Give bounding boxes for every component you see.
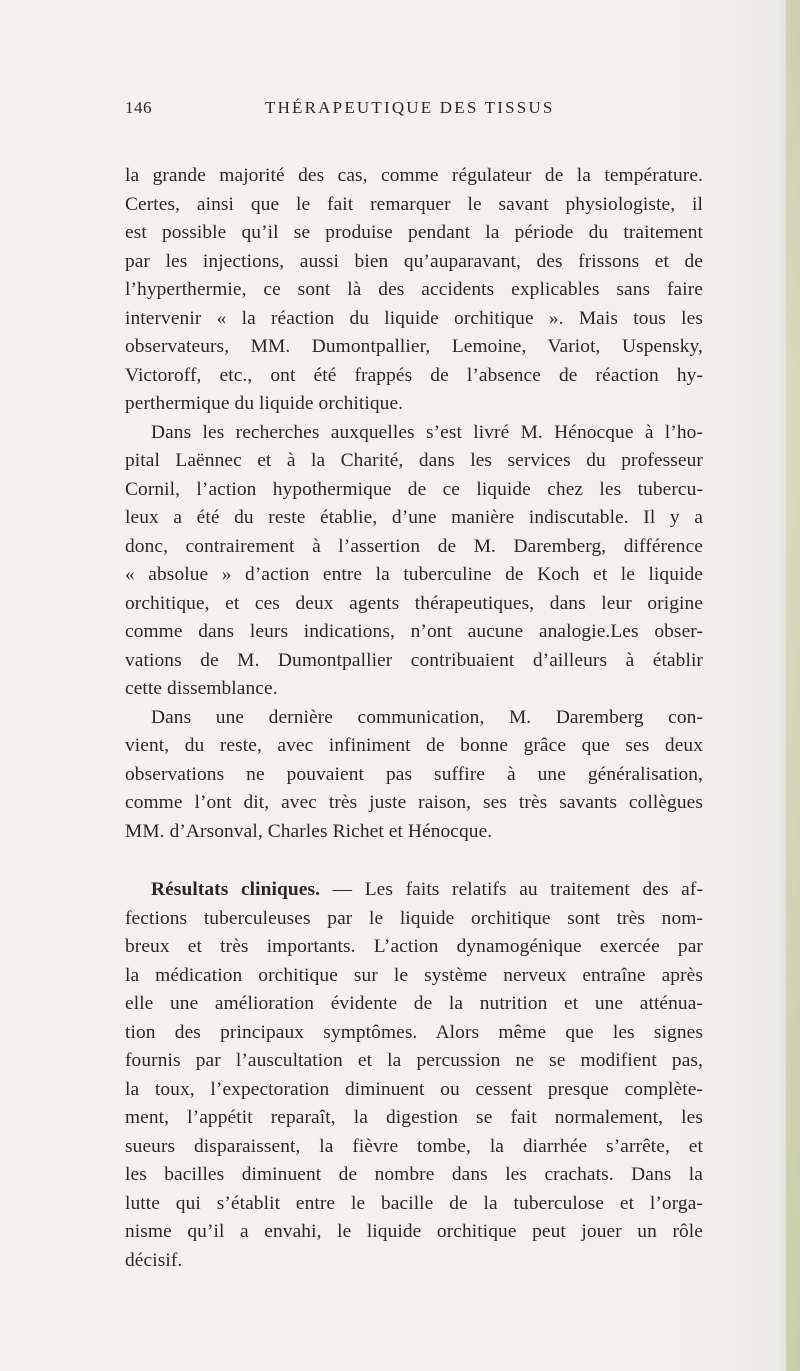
running-title: THÉRAPEUTIQUE DES TISSUS [265,98,555,117]
text-line: MM. d’Arsonval, Charles Richet et Hénocque. [125,820,493,842]
paragraph [125,419,703,704]
text-line: breux et très importants. L’action dynamogénique exercée par [125,936,703,957]
text-line: Cornil, l’action hypothermique de ce liquide chez les tubercu- [125,478,703,500]
text-line: lutte qui s’établit entre le bacille de la tuberculose et l’orga- [125,1192,703,1214]
text-line: la toux, l’expectoration diminuent ou cessent presque complète- [125,1078,703,1100]
text-line: observateurs, MM. Dumontpallier, Lemoine, Variot, Uspensky, [125,336,703,357]
text-line: les bacilles diminuent de nombre dans les crachats. Dans la [125,1164,703,1185]
text-line: intervenir « la réaction du liquide orchitique ». Mais tous les [125,307,703,329]
paragraph [125,704,703,847]
text-run: — Les faits relatifs au traitement des af- [320,879,703,900]
text-line: est possible qu’il se produise pendant la période du traitement [125,222,703,243]
text-line: observations ne pouvaient pas suffire à une généralisation, [125,763,703,785]
text-line: fournis par l’auscultation et la percussion ne se modifient pas, [125,1050,703,1071]
page-header [125,98,695,128]
text-line: nisme qu’il a envahi, le liquide orchitique peut jouer un rôle [125,1221,703,1242]
text-line: perthermique du liquide orchitique. [125,393,404,414]
text-line: « absolue » d’action entre la tuberculine de Koch et le liquide [125,564,703,585]
text-line: fections tuberculeuses par le liquide orchitique sont très nom- [125,907,703,929]
text-line: Dans les recherches auxquelles s’est livré M. Hénocque à l’ho- [151,421,703,443]
text-line [125,876,703,905]
paragraph [125,876,703,1275]
text-line: tion des principaux symptômes. Alors même que les signes [125,1021,703,1043]
page-number: 146 [125,98,152,117]
text-line: décisif. [125,1249,183,1271]
text-line: sueurs disparaissent, la fièvre tombe, la diarrhée s’arrête, et [125,1135,703,1157]
text-line: pital Laënnec et à la Charité, dans les services du professeur [125,450,703,471]
text-line: comme l’ont dit, avec très juste raison, ses très savants collègues [125,792,703,813]
text-line: ment, l’appétit reparaît, la digestion se fait normalement, les [125,1107,703,1128]
text-line: comme dans leurs indications, n’ont aucune analogie.Les obser- [125,621,703,642]
paragraph [125,162,703,419]
text-line: vient, du reste, avec infiniment de bonne grâce que ses deux [125,735,703,756]
page-edge-shadow [786,0,800,1371]
text-line: donc, contrairement à l’assertion de M. Daremberg, différence [125,535,703,557]
section-heading: Résultats cliniques. [151,879,321,900]
text-line: cette dissemblance. [125,678,278,699]
body-text [125,162,703,1275]
text-line: elle une amélioration évidente de la nutrition et une atténua- [125,993,703,1014]
text-line: Certes, ainsi que le fait remarquer le savant physiologiste, il [125,193,703,215]
text-line: par les injections, aussi bien qu’auparavant, des frissons et de [125,250,703,272]
text-line: la grande majorité des cas, comme régulateur de la température. [125,165,703,186]
text-line: Victoroff, etc., ont été frappés de l’absence de réaction hy- [125,364,703,386]
text-line: orchitique, et ces deux agents thérapeutiques, dans leur origine [125,592,703,614]
text-line: leux a été du reste établie, d’une manière indiscutable. Il y a [125,507,703,528]
text-line: Dans une dernière communication, M. Daremberg con- [151,706,703,728]
text-line: vations de M. Dumontpallier contribuaient d’ailleurs à établir [125,649,703,671]
section-gap [125,846,703,876]
text-line: la médication orchitique sur le système nerveux entraîne après [125,964,703,986]
text-line: l’hyperthermie, ce sont là des accidents explicables sans faire [125,279,703,300]
